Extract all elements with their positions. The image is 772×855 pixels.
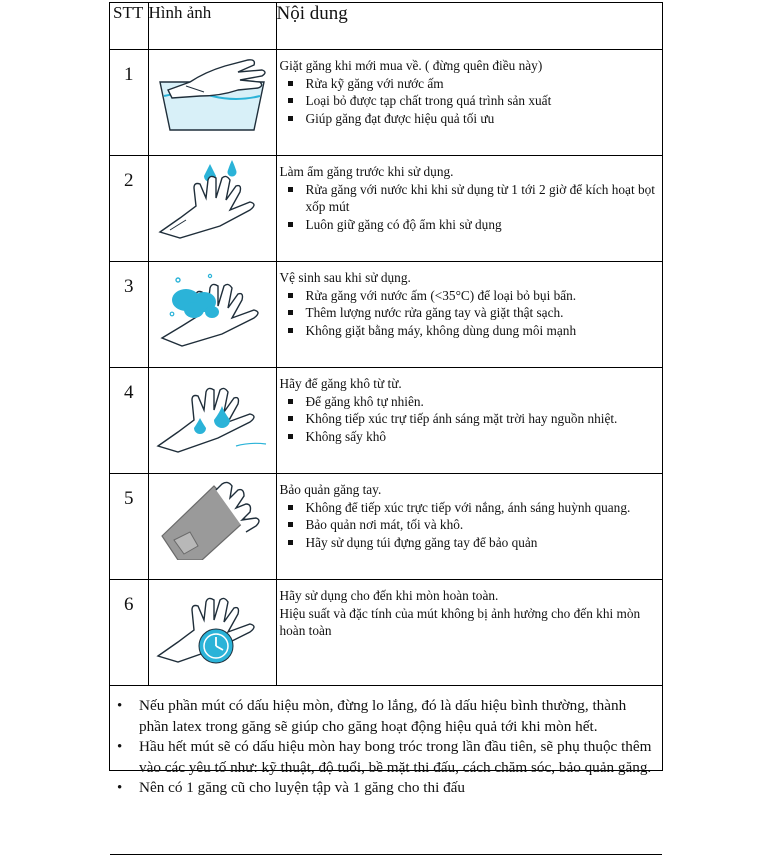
list-item: Không để tiếp xúc trực tiếp với nắng, ánh sáng huỳnh quang. xyxy=(306,499,661,517)
row-lead: Hãy để găng khô từ từ. xyxy=(279,376,402,391)
list-item: Không tiếp xúc trự tiếp ánh sáng mặt trời hay nguồn nhiệt. xyxy=(306,410,661,428)
glove-in-bag-icon xyxy=(150,476,274,560)
list-item: Không giặt bằng máy, không dùng dung môi mạnh xyxy=(306,322,661,340)
glove-drying-drops-icon xyxy=(150,370,274,454)
list-item: Thêm lượng nước rửa găng tay và giặt thật sạch. xyxy=(306,304,661,322)
glove-water-drops-icon xyxy=(150,158,274,242)
row-content xyxy=(276,262,662,368)
header-row xyxy=(110,3,662,50)
row-number: 5 xyxy=(110,474,148,580)
table-row xyxy=(110,368,662,474)
row-number: 1 xyxy=(110,50,148,156)
list-item: Để găng khô tự nhiên. xyxy=(306,393,661,411)
table-row xyxy=(110,50,662,156)
row-lead: Vệ sinh sau khi sử dụng. xyxy=(279,270,411,285)
list-item: Luôn giữ găng có độ ẩm khi sử dụng xyxy=(306,216,661,234)
glove-clock-icon xyxy=(150,582,274,666)
row-lead: Bảo quản găng tay. xyxy=(279,482,382,497)
row-lead: Giặt găng khi mới mua về. ( đừng quên điều này) xyxy=(279,58,543,73)
main-table xyxy=(110,3,662,855)
header-content: Nội dung xyxy=(276,3,662,50)
row-content xyxy=(276,368,662,474)
row-number: 6 xyxy=(110,580,148,686)
note-item: • Nếu phần mút có dấu hiệu mòn, đừng lo lắng, đó là dấu hiệu bình thường, thành phần latex trong găng sẽ giúp cho găng hoạt động hiệu quả tới khi mòn hết. xyxy=(139,696,658,737)
note-item: • Nên có 1 găng cũ cho luyện tập và 1 găng cho thi đấu xyxy=(139,778,658,799)
note-item: • Hầu hết mút sẽ có dấu hiệu mòn hay bong tróc trong lần đầu tiên, sẽ phụ thuộc thêm vào các yêu tố như: kỹ thuật, độ tuổi, bề mặt thi đấu, cách chăm sóc, bảo quản găng. xyxy=(139,737,658,778)
notes-row xyxy=(110,686,662,855)
row-bullets xyxy=(280,393,661,446)
row-lead: Làm ẩm găng trước khi sử dụng. xyxy=(279,164,454,179)
table-row xyxy=(110,474,662,580)
row-lead-secondary: Hiệu suất và đặc tính của mút không bị ảnh hưởng cho đến khi mòn hoàn toàn xyxy=(279,605,641,638)
row-number: 3 xyxy=(110,262,148,368)
row-content xyxy=(276,580,662,686)
row-bullets xyxy=(280,75,661,128)
list-item: Giúp găng đạt được hiệu quả tối ưu xyxy=(306,110,661,128)
list-item: Rửa kỹ găng với nước ấm xyxy=(306,75,661,93)
row-number: 4 xyxy=(110,368,148,474)
list-item: Loại bỏ được tạp chất trong quá trình sản xuất xyxy=(306,92,661,110)
header-stt: STT xyxy=(110,3,148,50)
notes-list xyxy=(110,696,658,799)
list-item: Rửa găng với nước ấm (<35°C) để loại bỏ bụi bẩn. xyxy=(306,287,661,305)
glove-in-basin-icon xyxy=(150,52,274,136)
glove-soap-bubbles-icon xyxy=(150,264,274,348)
header-image: Hình ảnh xyxy=(148,3,276,50)
row-lead: Hãy sử dụng cho đến khi mòn hoàn toàn. xyxy=(279,588,499,603)
row-content xyxy=(276,50,662,156)
row-content xyxy=(276,156,662,262)
table-row xyxy=(110,156,662,262)
care-instructions-table xyxy=(109,2,663,796)
list-item: Rửa găng với nước khi khi sử dụng từ 1 tới 2 giờ để kích hoạt bọt xốp mút xyxy=(306,181,661,216)
list-item: Bảo quản nơi mát, tối và khô. xyxy=(306,516,661,534)
list-item: Không sấy khô xyxy=(306,428,661,446)
row-bullets xyxy=(280,287,661,340)
row-number: 2 xyxy=(110,156,148,262)
table-row xyxy=(110,262,662,368)
list-item: Hãy sử dụng túi đựng găng tay để bảo quản xyxy=(306,534,661,552)
row-bullets xyxy=(280,499,661,552)
row-content xyxy=(276,474,662,580)
table-row xyxy=(110,580,662,686)
row-bullets xyxy=(280,181,661,234)
